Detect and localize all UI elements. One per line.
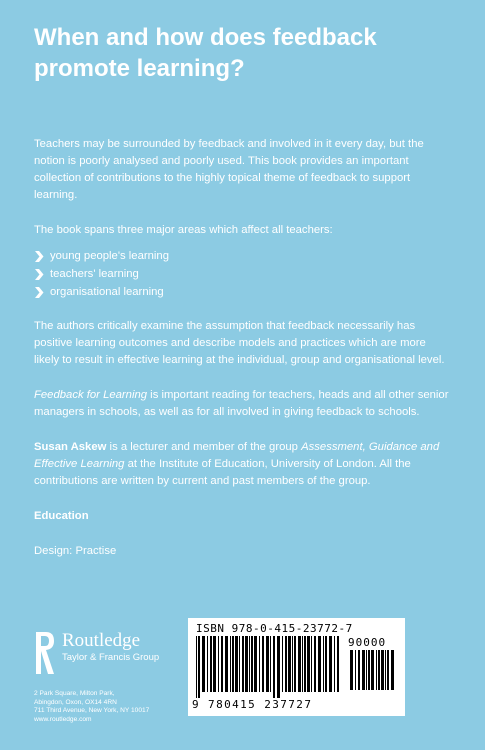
blurb [34,136,454,578]
chevron-right-icon [34,269,44,280]
address-line: www.routledge.com [34,715,92,723]
publisher-tagline: Taylor & Francis Group [62,652,160,663]
category-label: Education [34,510,89,522]
intro-paragraph: Teachers may be surrounded by feedback and involved in it every day, but the notion is poorly analysed and poorly used. This book provides an important collection of contributions to the highly topical theme of feedback to support learning. [34,138,424,201]
bio-text-2: at the Institute of Education, University of London. All the contributions are written by current and past members of the group. [34,458,411,487]
publisher-name: Routledge [62,630,141,651]
book-headline: When and how does feedback promote learning? [34,24,377,82]
spans-paragraph: The book spans three major areas which affect all teachers: [34,224,333,236]
bio-text-1: is a lecturer and member of the group [106,441,302,453]
areas-list [34,248,454,301]
address-line: 711 Third Avenue, New York, NY 10017 [34,707,150,715]
chevron-right-icon [34,251,44,262]
group-name: Assessment, Guidance and Effective Learning [34,441,440,470]
bio-paragraph [34,439,454,490]
design-credit: Design: Practise [34,545,117,557]
addon-digits: 90000 [348,636,387,649]
readership-paragraph [34,387,454,421]
bullet-text: teachers' learning [50,268,139,280]
ean-barcode-bars [194,636,342,698]
address-line: Abingdon, Oxon, OX14 4RN [34,698,117,706]
isbn-label: ISBN 978-0-415-23772-7 [196,622,353,635]
ean-digits: 9 780415 237727 [192,698,313,711]
author-name: Susan Askew [34,441,107,453]
readership-text: is important reading for teachers, heads and all other senior managers in schools, as well as for all involved in giving feedback to schools. [34,389,449,418]
address-line: 2 Park Square, Milton Park, [34,690,115,697]
isbn-barcode [188,618,405,716]
bullet-text: young people's learning [50,250,169,262]
authors-paragraph: The authors critically examine the assumption that feedback necessarily has positive learning outcomes and describe models and practices which are more likely to result in effective learning at the individual, group and organisational level. [34,320,445,366]
list-item [34,284,454,301]
list-item [34,266,454,283]
chevron-right-icon [34,287,44,298]
addon-barcode-bars [348,650,398,696]
book-title: Feedback for Learning [34,389,148,401]
bullet-text: organisational learning [50,286,164,298]
routledge-logo-icon [34,630,56,676]
list-item [34,248,454,265]
